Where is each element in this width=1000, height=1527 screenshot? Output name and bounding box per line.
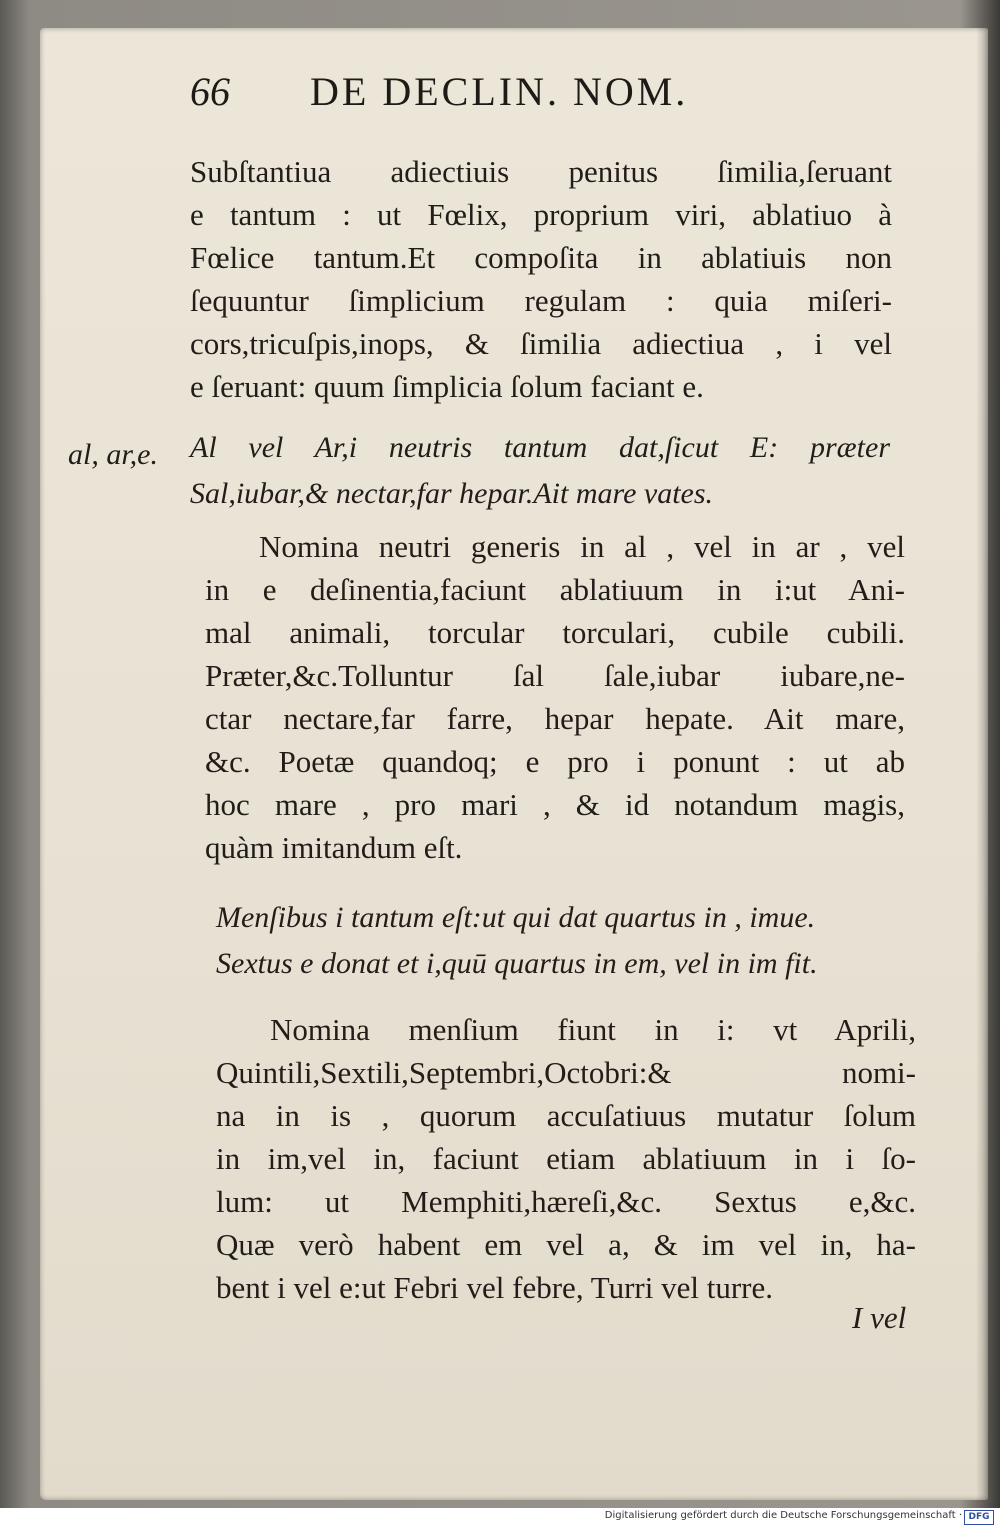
text-line: ctar nectare,far farre, hepar hepate. Ait mare,: [205, 701, 905, 736]
dfg-logo: DFG: [964, 1510, 994, 1525]
verse-line: Sextus e donat et i,quū quartus in em, vel in im fit.: [216, 947, 818, 980]
paragraph-nomina-mensium: [216, 1008, 916, 1309]
verse-line: Menſibus i tantum eſt:ut qui dat quartus in , imue.: [216, 901, 816, 934]
verse-rule-mensibus: [216, 895, 916, 987]
catchword: I vel: [852, 1300, 907, 1335]
text-line: Quæ verò habent em vel a, & im vel in, ha-: [216, 1227, 916, 1262]
text-line: Subſtantiua adiectiuis penitus ſimilia,ſeruant: [190, 154, 892, 189]
text-line: e ſeruant: quum ſimplicia ſolum faciant e.: [190, 369, 704, 404]
text-line: lum: ut Memphiti,hæreſi,&c. Sextus e,&c.: [216, 1184, 916, 1219]
verse-line: Al vel Ar,i neutris tantum dat,ſicut E: præter: [190, 431, 890, 464]
page-number: 66: [190, 69, 230, 114]
text-line: mal animali, torcular torculari, cubile cubili.: [205, 615, 905, 650]
text-line: in im,vel in, faciunt etiam ablatiuum in i ſo-: [216, 1141, 916, 1176]
verse-rule-al-ar: [190, 425, 890, 517]
text-line: &c. Poetæ quandoq; e pro i ponunt : ut ab: [205, 744, 905, 779]
running-head: DE DECLIN. NOM.: [310, 69, 689, 114]
text-line: Fœlice tantum.Et compoſita in ablatiuis non: [190, 240, 892, 275]
footer-credit: Digitalisierung gefördert durch die Deutsche Forschungsgemeinschaft ·: [604, 1510, 962, 1521]
margin-annotation: al, ar,e.: [68, 438, 158, 471]
text-line: Quintili,Sextili,Septembri,Octobri:& nomi-: [216, 1055, 916, 1090]
text-line: quàm imitandum eſt.: [205, 830, 463, 865]
verse-line: Sal,iubar,& nectar,far hepar.Ait mare vates.: [190, 477, 714, 510]
text-line: bent i vel e:ut Febri vel febre, Turri vel turre.: [216, 1270, 774, 1305]
text-line: e tantum : ut Fœlix, proprium viri, ablatiuo à: [190, 197, 892, 232]
paragraph-nomina-neutri: [205, 525, 905, 869]
text-line: in e deſinentia,faciunt ablatiuum in i:ut Ani-: [205, 572, 905, 607]
text-line: Nomina neutri generis in al , vel in ar , vel: [259, 529, 905, 564]
text-line: ſequuntur ſimplicium regulam : quia miſeri-: [190, 283, 892, 318]
page-header: [190, 68, 850, 138]
text-line: cors,tricuſpis,inops, & ſimilia adiectiua , i vel: [190, 326, 892, 361]
text-line: hoc mare , pro mari , & id notandum magis,: [205, 787, 905, 822]
paragraph-substantiva: [190, 150, 892, 408]
text-line: na in is , quorum accuſatiuus mutatur ſolum: [216, 1098, 916, 1133]
page-spine-shadow: [976, 28, 988, 1500]
text-line: Præter,&c.Tolluntur ſal ſale,iubar iubare,ne-: [205, 658, 905, 693]
text-line: Nomina menſium fiunt in i: vt Aprili,: [270, 1012, 916, 1047]
